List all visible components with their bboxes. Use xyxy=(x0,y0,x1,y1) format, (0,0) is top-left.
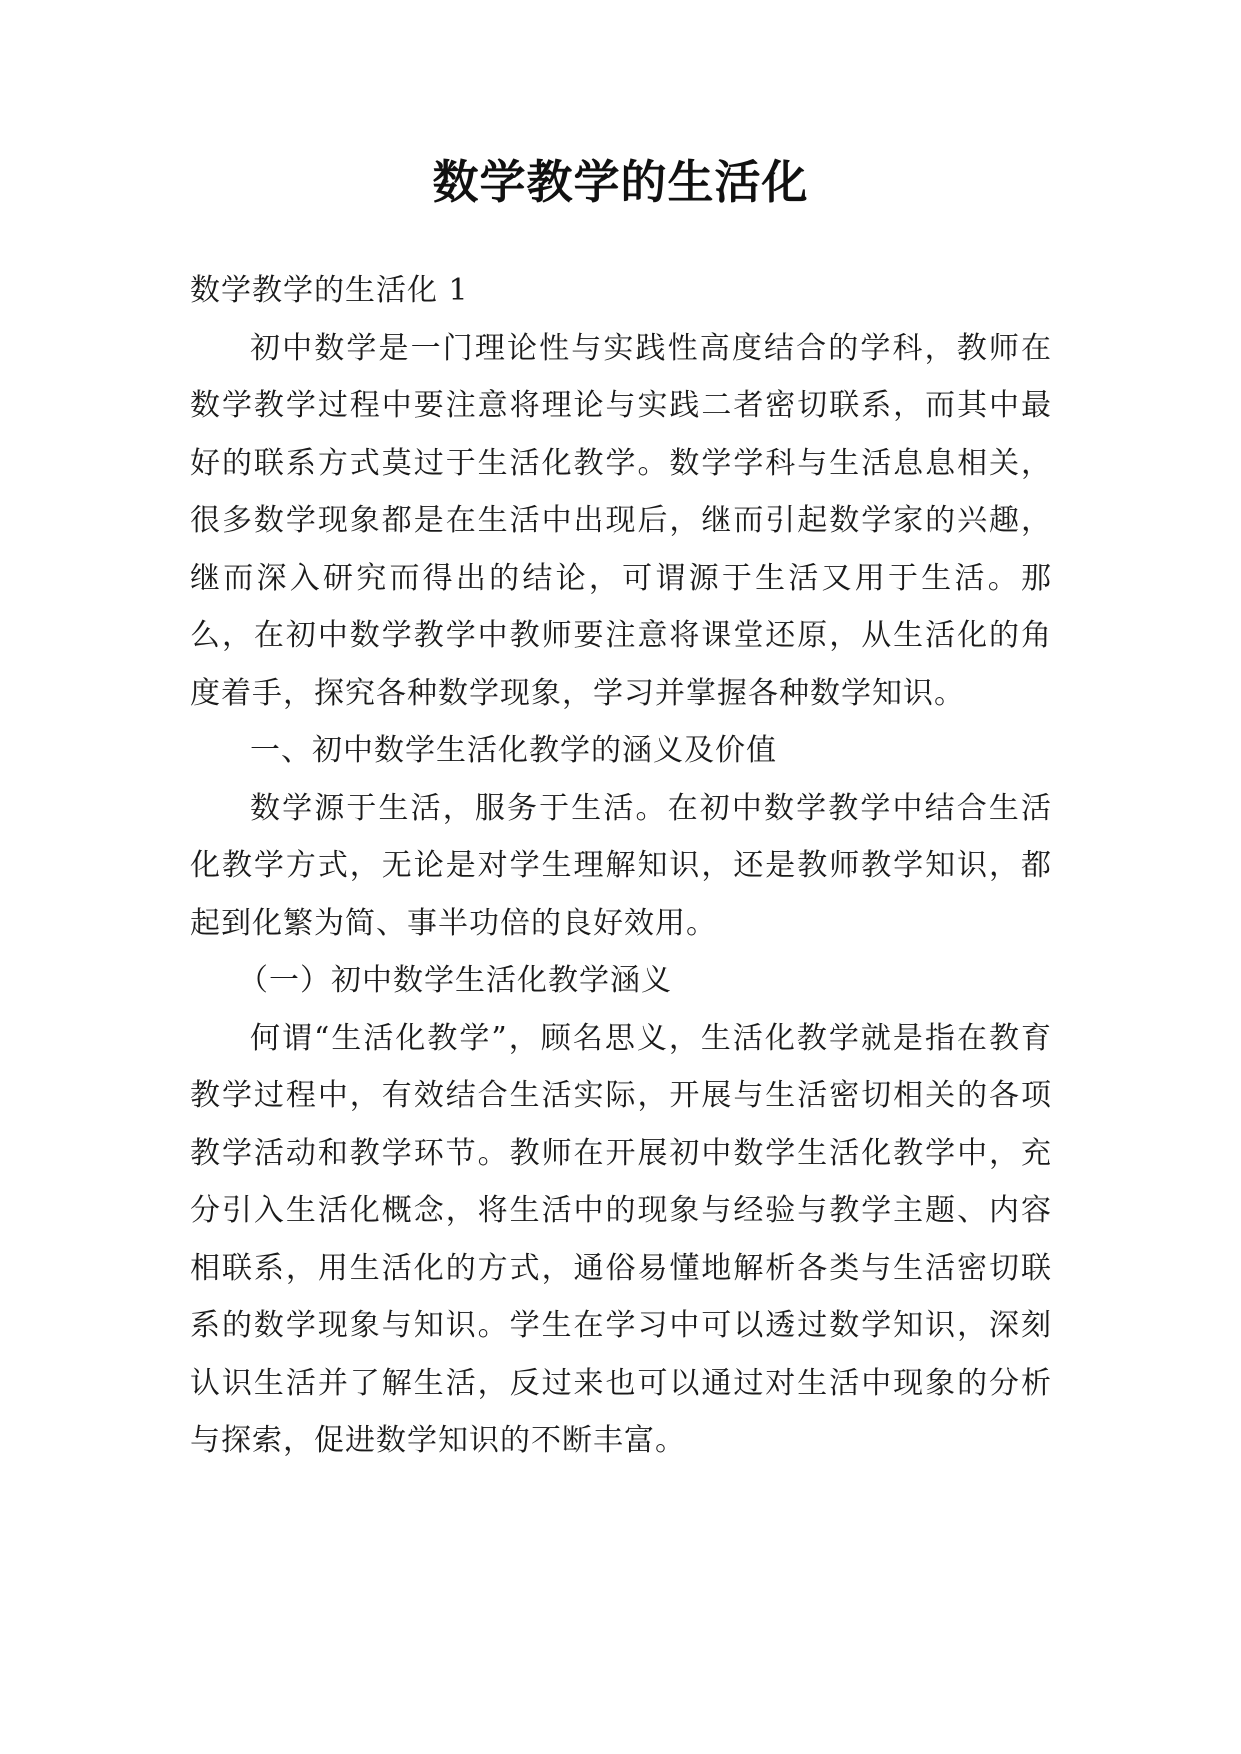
document-title: 数学教学的生活化 xyxy=(432,155,809,209)
document-body xyxy=(190,262,1052,1470)
section-heading-1: 一、初中数学生活化教学的涵义及价值 xyxy=(250,733,777,768)
subsection-heading-1: （一）初中数学生活化教学涵义 xyxy=(238,963,672,998)
paragraph-value: 数学源于生活，服务于生活。在初中数学教学中结合生活化教学方式，无论是对学生理解知识，还是教师教学知识，都起到化繁为简、事半功倍的良好效用。 xyxy=(190,790,1052,941)
paragraph-definition: 何谓“生活化教学”，顾名思义，生活化教学就是指在教育教学过程中，有效结合生活实际，开展与生活密切相关的各项教学活动和教学环节。教师在开展初中数学生活化教学中，充分引入生活化概念，将生活中的现象与经验与教学主题、内容相联系，用生活化的方式，通俗易懂地解析各类与生活密切联系的数学现象与知识。学生在学习中可以透过数学知识，深刻认识生活并了解生活，反过来也可以通过对生活中现象的分析与探索，促进数学知识的不断丰富。 xyxy=(190,1020,1052,1458)
section-subtitle: 数学教学的生活化 1 xyxy=(190,273,469,308)
paragraph-intro: 初中数学是一门理论性与实践性高度结合的学科，教师在数学教学过程中要注意将理论与实践二者密切联系，而其中最好的联系方式莫过于生活化教学。数学学科与生活息息相关，很多数学现象都是在生活中出现后，继而引起数学家的兴趣，继而深入研究而得出的结论，可谓源于生活又用于生活。那么，在初中数学教学中教师要注意将课堂还原，从生活化的角度着手，探究各种数学现象，学习并掌握各种数学知识。 xyxy=(190,330,1052,711)
